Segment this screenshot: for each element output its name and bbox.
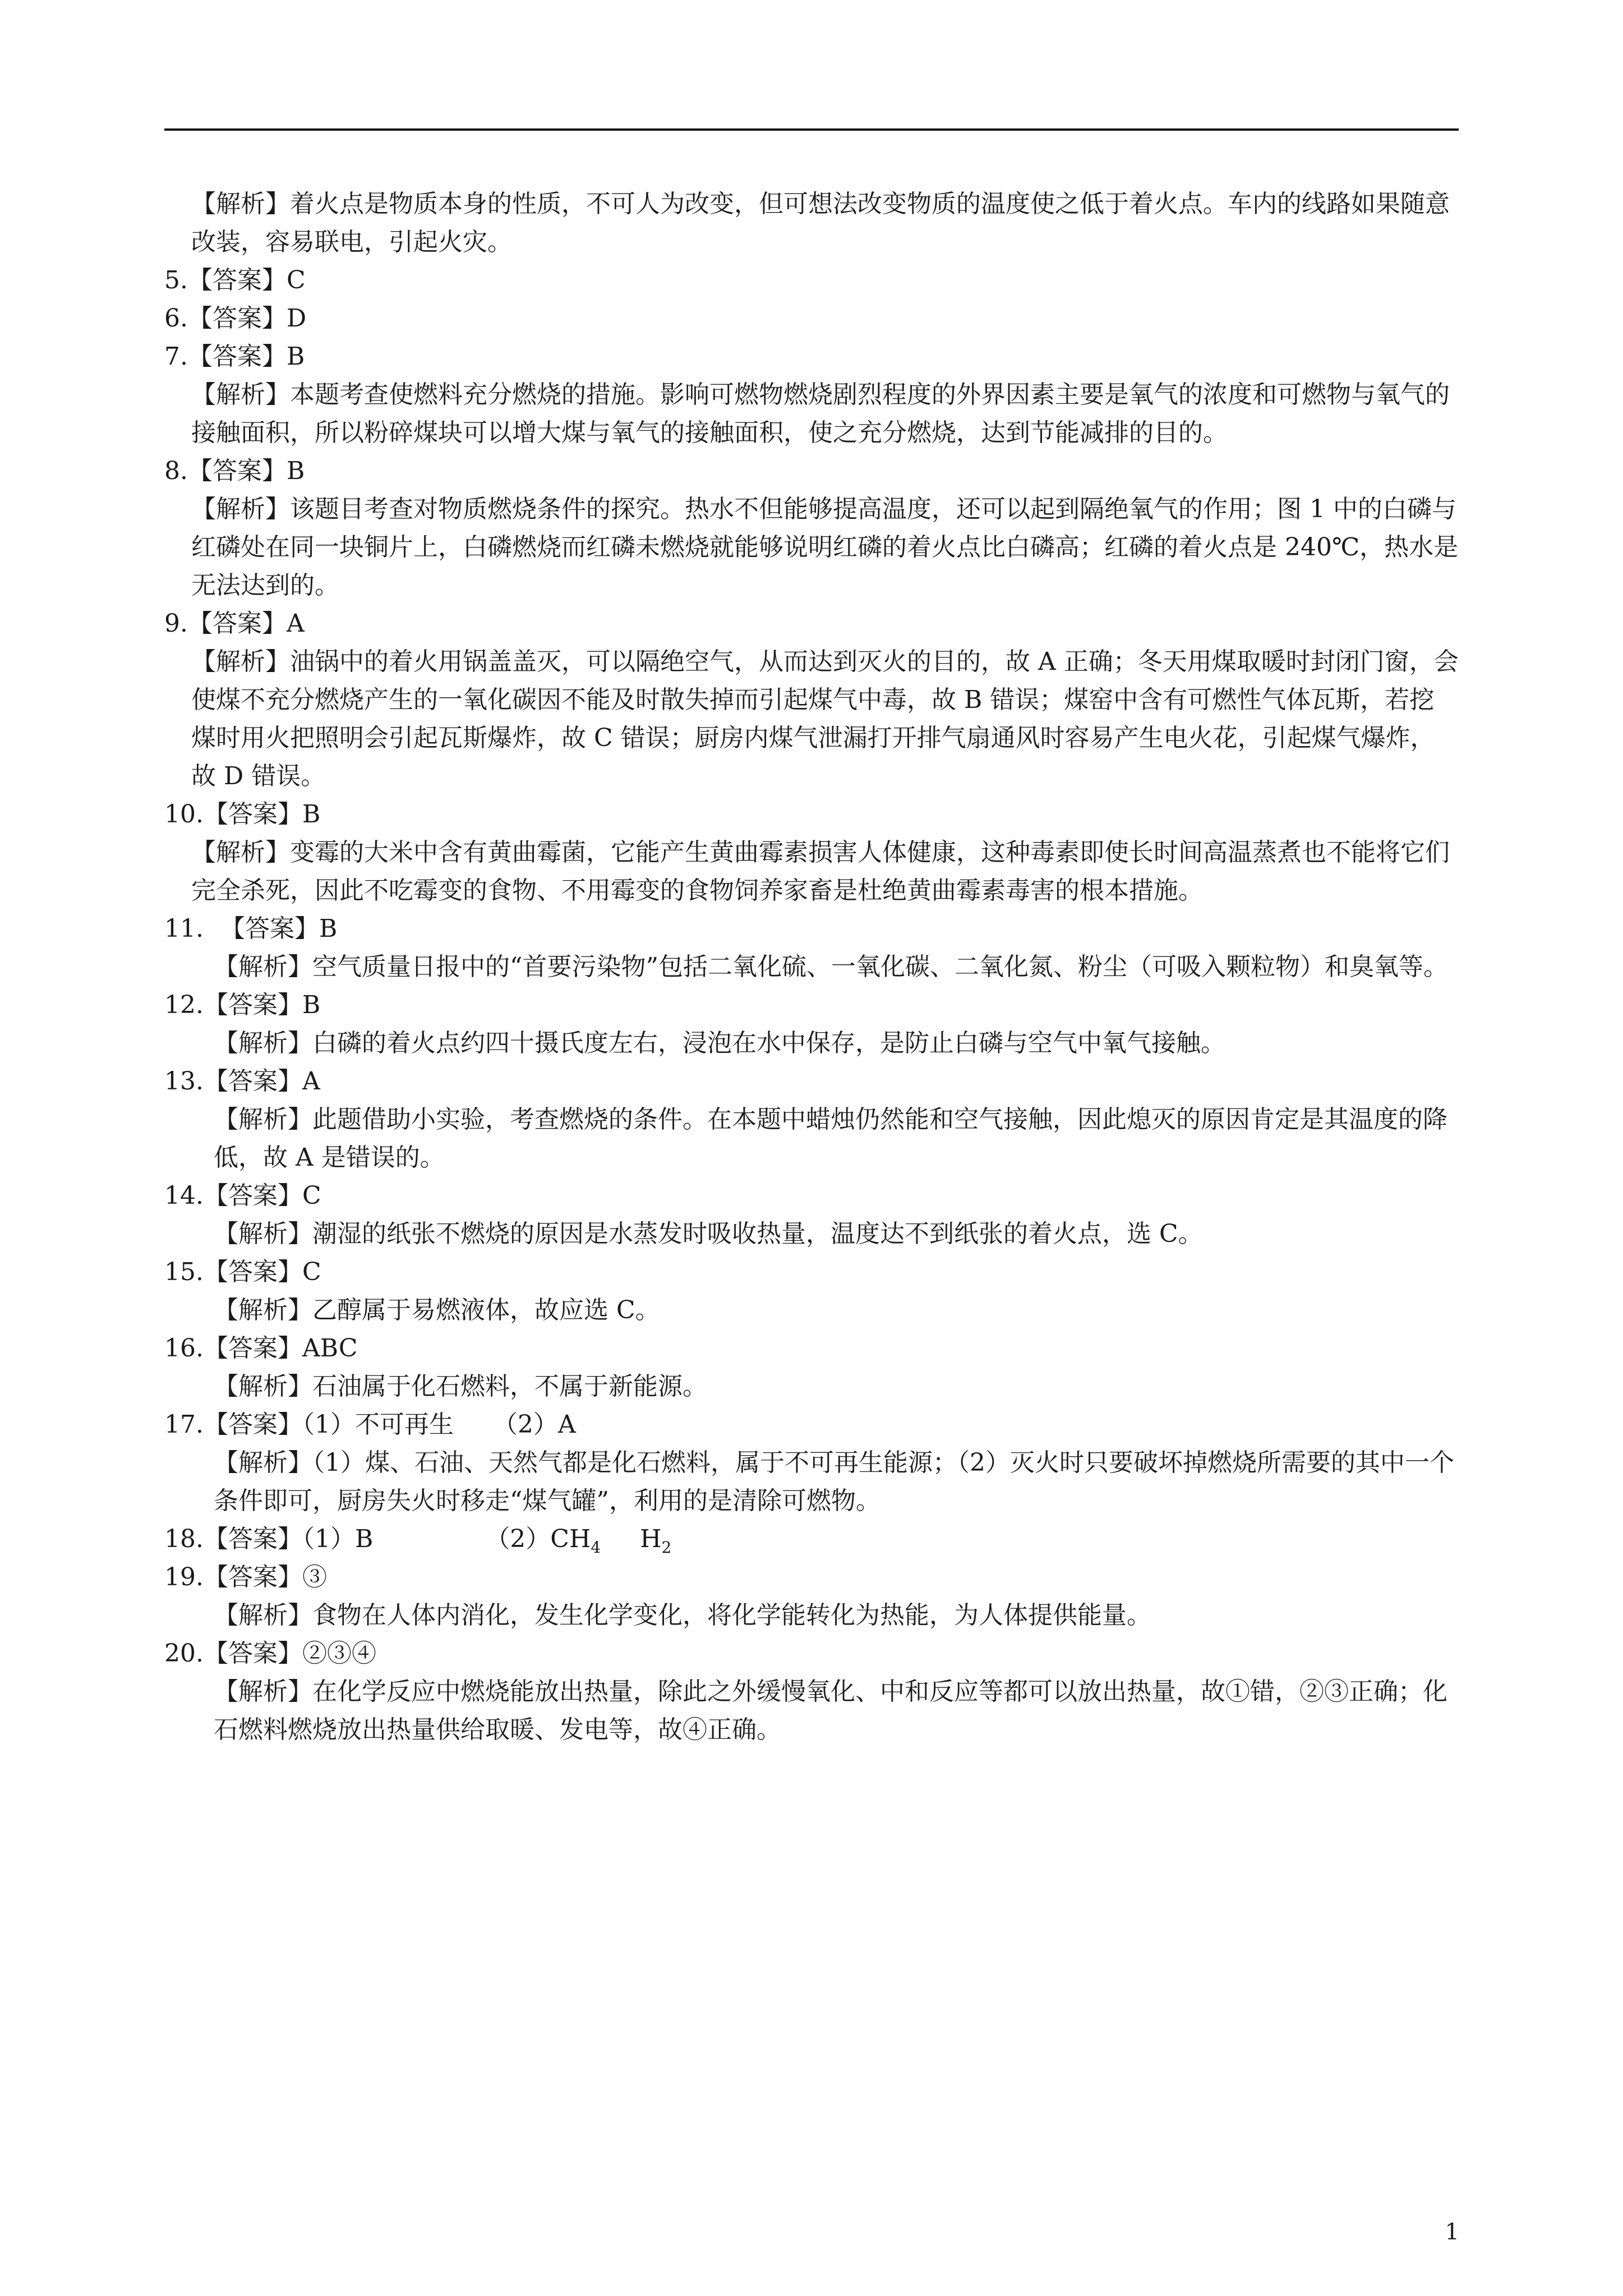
answer-label: 【答案】 [203,1334,302,1363]
analysis-paragraph [164,1215,1459,1253]
answer-key-content [164,185,1459,1749]
answer-value: C [302,1258,321,1286]
answer-row [164,986,1459,1024]
analysis-paragraph [164,643,1459,795]
answer-value: A [302,1067,320,1096]
analysis-text: 此题借助小实验，考查燃烧的条件。在本题中蜡烛仍然能和空气接触，因此熄灭的原因肯定是其温度的降低，故 A 是错误的。 [214,1105,1447,1172]
question-number: 7. [164,342,188,371]
analysis-label: 【解析】 [214,1601,312,1630]
analysis-label: 【解析】 [191,190,290,218]
analysis-label: 【解析】 [214,1448,312,1477]
answer-label: 【答案】 [203,1563,302,1591]
answer-label: 【答案】 [187,304,287,333]
analysis-paragraph [164,490,1459,605]
analysis-paragraph [164,1368,1459,1406]
answer-row [164,795,1459,834]
analysis-label: 【解析】 [214,1677,312,1706]
answer-part-2: （2）A [492,1410,576,1439]
analysis-text: 油锅中的着火用锅盖盖灭，可以隔绝空气，从而达到灭火的目的，故 A 正确；冬天用煤取暖时封闭门窗，会使煤不充分燃烧产生的一氧化碳因不能及时散失掉而引起煤气中毒，故 B 错误；煤窑中含有可燃性气体瓦斯，若挖煤时用火把照明会引起瓦斯爆炸，故 C 错误；厨房内煤气泄漏打开排气扇通风时容易产生电火花，引起煤气爆炸，故 D 错误。 [191,647,1459,790]
answer-value: ②③④ [302,1639,376,1668]
answer-row [164,910,1459,948]
answer-row [164,452,1459,490]
analysis-paragraph [164,1444,1459,1520]
answer-value: B [286,457,305,485]
analysis-text: 石油属于化石燃料，不属于新能源。 [312,1372,707,1401]
question-number: 14. [164,1181,204,1210]
answer-value: C [302,1181,321,1210]
analysis-label: 【解析】 [191,380,290,409]
answer-row [164,1406,1459,1444]
analysis-text: 该题目考查对物质燃烧条件的探究。热水不但能够提高温度，还可以起到隔绝氧气的作用；图 1 中的白磷与红磷处在同一块铜片上，白磷燃烧而红磷未燃烧就能够说明红磷的着火点比白磷高；红磷的着火点是 240℃，热水是无法达到的。 [191,495,1459,600]
answer-value: A [286,609,305,638]
answer-part-1: （1）B [302,1525,374,1553]
answer-value: D [286,304,307,333]
analysis-text: 本题考查使燃料充分燃烧的措施。影响可燃物燃烧剧烈程度的外界因素主要是氧气的浓度和可燃物与氧气的接触面积，所以粉碎煤块可以增大煤与氧气的接触面积，使之充分燃烧，达到节能减排的目的。 [191,380,1450,447]
answer-row [164,1062,1459,1101]
analysis-text: 变霉的大米中含有黄曲霉菌，它能产生黄曲霉素损害人体健康，这种毒素即使长时间高温蒸煮也不能将它们完全杀死，因此不吃霉变的食物、不用霉变的食物饲养家畜是杜绝黄曲霉素毒害的根本措施。 [191,838,1450,905]
analysis-text: 潮湿的纸张不燃烧的原因是水蒸发时吸收热量，温度达不到纸张的着火点，选 C。 [312,1220,1203,1248]
answer-row [164,1520,1459,1558]
question-number: 12. [164,991,204,1019]
analysis-paragraph [164,1291,1459,1329]
answer-value: B [302,991,321,1019]
answer-row [164,261,1459,300]
analysis-text: 白磷的着火点约四十摄氏度左右，浸泡在水中保存，是防止白磷与空气中氧气接触。 [312,1029,1225,1057]
answer-row [164,338,1459,376]
answer-row [164,1329,1459,1368]
analysis-text: 食物在人体内消化，发生化学变化，将化学能转化为热能，为人体提供能量。 [312,1601,1151,1630]
analysis-paragraph [164,1101,1459,1177]
answer-row [164,1635,1459,1673]
answer-label: 【答案】 [187,266,287,295]
intro-analysis [164,185,1459,261]
analysis-label: 【解析】 [214,1105,312,1134]
question-number: 5. [164,266,188,295]
answer-row [164,1253,1459,1291]
analysis-label: 【解析】 [214,1029,312,1057]
answer-label: 【答案】 [203,1639,302,1668]
answer-value: ③ [302,1563,327,1591]
question-number: 9. [164,609,188,638]
answer-value: B [286,342,305,371]
analysis-text: 乙醇属于易燃液体，故应选 C。 [312,1296,660,1324]
page-number: 1 [1445,2219,1459,2245]
analysis-label: 【解析】 [214,1220,312,1248]
answer-row [164,300,1459,338]
question-number: 11. [164,914,204,943]
analysis-paragraph [164,1024,1459,1062]
analysis-label: 【解析】 [214,1296,312,1324]
analysis-label: 【解析】 [214,953,312,981]
question-number: 8. [164,457,188,485]
answer-label: 【答案】 [220,914,319,943]
answer-label: 【答案】 [203,1258,302,1286]
analysis-paragraph [164,376,1459,452]
answer-part-3: $H_2$ [640,1525,672,1557]
analysis-text: 在化学反应中燃烧能放出热量，除此之外缓慢氧化、中和反应等都可以放出热量，故①错，②③正确；化石燃料燃烧放出热量供给取暖、发电等，故④正确。 [214,1677,1447,1744]
answer-label: 【答案】 [203,1067,302,1096]
question-number: 6. [164,304,188,333]
answer-part-1: （1）不可再生 [302,1410,454,1439]
answer-label: 【答案】 [187,342,287,371]
answer-label: 【答案】 [203,800,302,829]
answer-row [164,1177,1459,1215]
answer-value: B [302,800,321,829]
analysis-paragraph [164,1596,1459,1635]
question-number: 13. [164,1067,204,1096]
question-number: 16. [164,1334,204,1363]
answer-value: C [286,266,306,295]
answer-label: 【答案】 [187,457,287,485]
analysis-paragraph [164,1673,1459,1749]
question-number: 19. [164,1563,204,1591]
question-number: 20. [164,1639,204,1668]
question-number: 15. [164,1258,204,1286]
analysis-label: 【解析】 [191,647,290,676]
answer-value: ABC [302,1334,358,1363]
analysis-paragraph [164,948,1459,986]
answer-label: 【答案】 [203,1525,302,1553]
answer-label: 【答案】 [203,991,302,1019]
analysis-text: 空气质量日报中的“首要污染物”包括二氧化硫、一氧化碳、二氧化氮、粉尘（可吸入颗粒物）和臭氧等。 [312,953,1448,981]
answer-value: B [319,914,338,943]
analysis-text: （1）煤、石油、天然气都是化石燃料，属于不可再生能源；（2）灭火时只要破坏掉燃烧所需要的其中一个条件即可，厨房失火时移走“煤气罐”，利用的是清除可燃物。 [214,1448,1454,1515]
question-number: 10. [164,800,204,829]
answer-label: 【答案】 [187,609,287,638]
answer-row [164,1558,1459,1596]
analysis-label: 【解析】 [191,838,290,867]
analysis-label: 【解析】 [214,1372,312,1401]
analysis-paragraph [164,834,1459,910]
analysis-text: 着火点是物质本身的性质，不可人为改变，但可想法改变物质的温度使之低于着火点。车内的线路如果随意改装，容易联电，引起火灾。 [191,190,1450,256]
answer-label: 【答案】 [203,1410,302,1439]
question-number: 18. [164,1525,204,1553]
header-rule [164,128,1459,131]
question-number: 17. [164,1410,204,1439]
answer-label: 【答案】 [203,1181,302,1210]
analysis-label: 【解析】 [191,495,290,523]
answer-row [164,605,1459,643]
answer-part-2: $(2)CH_4$ [485,1525,601,1557]
